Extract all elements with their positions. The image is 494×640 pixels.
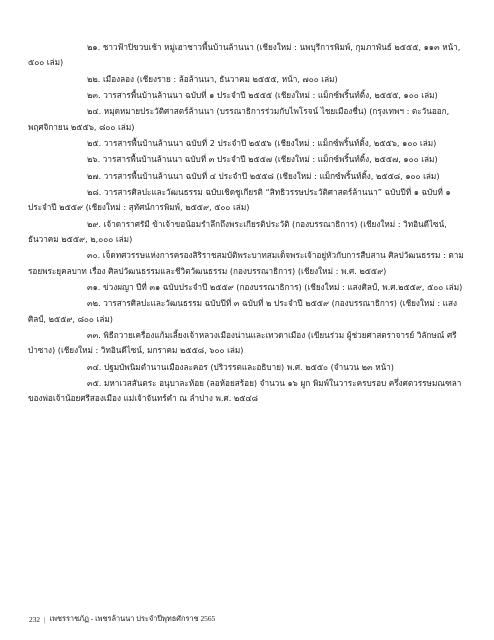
- list-item: ๓๒. วารสารศิลปะและวัฒนธรรม ฉบับปีที่ ๓ ฉบับที่ ๒ ประจำปี ๒๕๕๙ (กองบรรณาธิการ) (เชียงใหม่ : แสงศิลป์, ๒๕๕๙, ๘๐๐ เล่ม): [28, 298, 457, 324]
- list-item: ๒๘. วารสารศิลปะและวัฒนธรรม ฉบับเชิดชูเกียรติ “สิทธิวรรษประวัติศาสตร์ล้านนา” ฉบับปีที่ ๑ ฉบับที่ ๑ ประจำปี ๒๕๕๙ (เชียงใหม่ : สุทัศน์การพิมพ์, ๒๕๕๙, ๕๐๐ เล่ม): [28, 187, 451, 213]
- list-item: ๓๔. ปฐมบัพนิมตำนานเมืองละคอร (ปริวรรตและอธิบาย) พ.ศ. ๒๕๕๐ (จำนวน ๒๓ หน้า): [87, 361, 394, 372]
- list-item: ๒๓. วารสารพื้นบ้านล้านนา ฉบับที่ ๑ ประจำปี ๒๕๕๕ (เชียงใหม่ : แม็กซ์พริ้นท์ติ้ง, ๒๕๕๕, ๑๐๐ เล่ม): [87, 89, 438, 100]
- list-item: ๓๕. มหาเวสสันตระ อนุบาละห้อย (ลอห้อยสร้อย) จำนวน ๑๖ ผูก พิมพ์ในวาระครบรอบ ครึ่งศตวรรษมณฑลาของพ่อเจ้าน้อยศรีสองเมือง แม่เจ้าจันทร์คำ ณ ลำปาง พ.ศ. ๒๕๔๘: [28, 377, 462, 404]
- list-item: ๒๖. วารสารพื้นบ้านล้านนา ฉบับที่ ๓ ประจำปี ๒๕๕๗ (เชียงใหม่ : แม็กซ์พริ้นท์ติ้ง, ๒๕๕๗, ๑๐๐ เล่ม): [87, 154, 438, 165]
- running-title: เพชรราชภัฏ - เพชรล้านนา ประจำปีพุทธศักราช 2565: [49, 614, 216, 623]
- list-item: ๓๓. พิธีถวายเครื่องแก้มเลี้ยงเจ้าหลวงเมืองน่านและเทวดาเมือง (เขียนร่วม ผู้ช่วยศาสตราจารย์ วิลักษณ์ ศรีป่าซาง) (เชียงใหม่ : วิทอินดีไซน์, มกราคม ๒๕๕๘, ๖๐๐ เล่ม): [28, 329, 457, 356]
- publication-list: [28, 40, 474, 407]
- list-item: ๒๙. เจ้าดาราศรัมี ข้าเจ้าขอน้อมรำลึกถึงพระเกียรติประวัติ (กองบรรณาธิการ) (เชียงใหม่ : วิทอินดีไซน์, ธันวาคม ๒๕๕๙, ๒,๐๐๐ เล่ม): [28, 218, 447, 244]
- page-number: 232: [29, 614, 41, 624]
- list-item: ๒๕. วารสารพื้นบ้านล้านนา ฉบับที่ 2 ประจำปี ๒๕๕๖ (เชียงใหม่ : แม็กซ์พริ้นท์ติ้ง, ๒๕๕๖, ๑๐๐ เล่ม): [87, 137, 437, 148]
- page-footer: [29, 613, 215, 625]
- list-item: ๒๑. ชาวฟ้าปิขวบเช้า หมู่เฮาชาวพื้นบ้านล้านนา (เชียงใหม่ : นพบุรีการพิมพ์, กุมภาพันธ์ ๒๕๕๕, ๑๑๓ หน้า, ๕๐๐ เล่ม): [28, 42, 461, 68]
- list-item: ๓๑. ข่วงผญา ปีที่ ๓๑ ฉบับประจำปี ๒๕๕๙ (กองบรรณาธิการ) (เชียงใหม่ : แสงศิลป์, พ.ศ.๒๕๕๙, ๕๐๐ เล่ม): [87, 281, 463, 292]
- list-item: ๒๔. หมุดหมายประวัติศาสตร์ล้านนา (บรรณาธิการร่วมกับไพโรจน์ ไชยเมืองชื่น) (กรุงเทพฯ : ตะวันออก, พฤศจิกายน ๒๕๕๖, ๘๐๐ เล่ม): [28, 106, 450, 132]
- list-item: ๒๒. เมืองลอง (เชียงราย : ล้อล้านนา, ธันวาคม ๒๕๕๕, หน้า, ๗๐๐ เล่ม): [87, 73, 338, 84]
- list-item: ๒๗. วารสารพื้นบ้านล้านนา ฉบับที่ ๔ ประจำปี ๒๕๕๘ (เชียงใหม่ : แม็กซ์พริ้นท์ติ้ง, ๒๕๕๘, ๑๐๐ เล่ม): [87, 170, 440, 181]
- footer-separator: |: [44, 614, 46, 624]
- list-item: ๓๐. เจ็ดทศวรรษแห่งการครองสิริราชสมบัติพระบาทสมเด็จพระเจ้าอยู่หัวกับการสืบสาน ศิลปวัฒนธรรม : ตามรอยพระยุคลบาท เรื่อง ศิลปวัฒนธรรมและชีวิตวัฒนธรรม (กองบรรณาธิการ) (เชียงใหม่ : พ.ศ. ๒๕๕๙): [28, 250, 464, 276]
